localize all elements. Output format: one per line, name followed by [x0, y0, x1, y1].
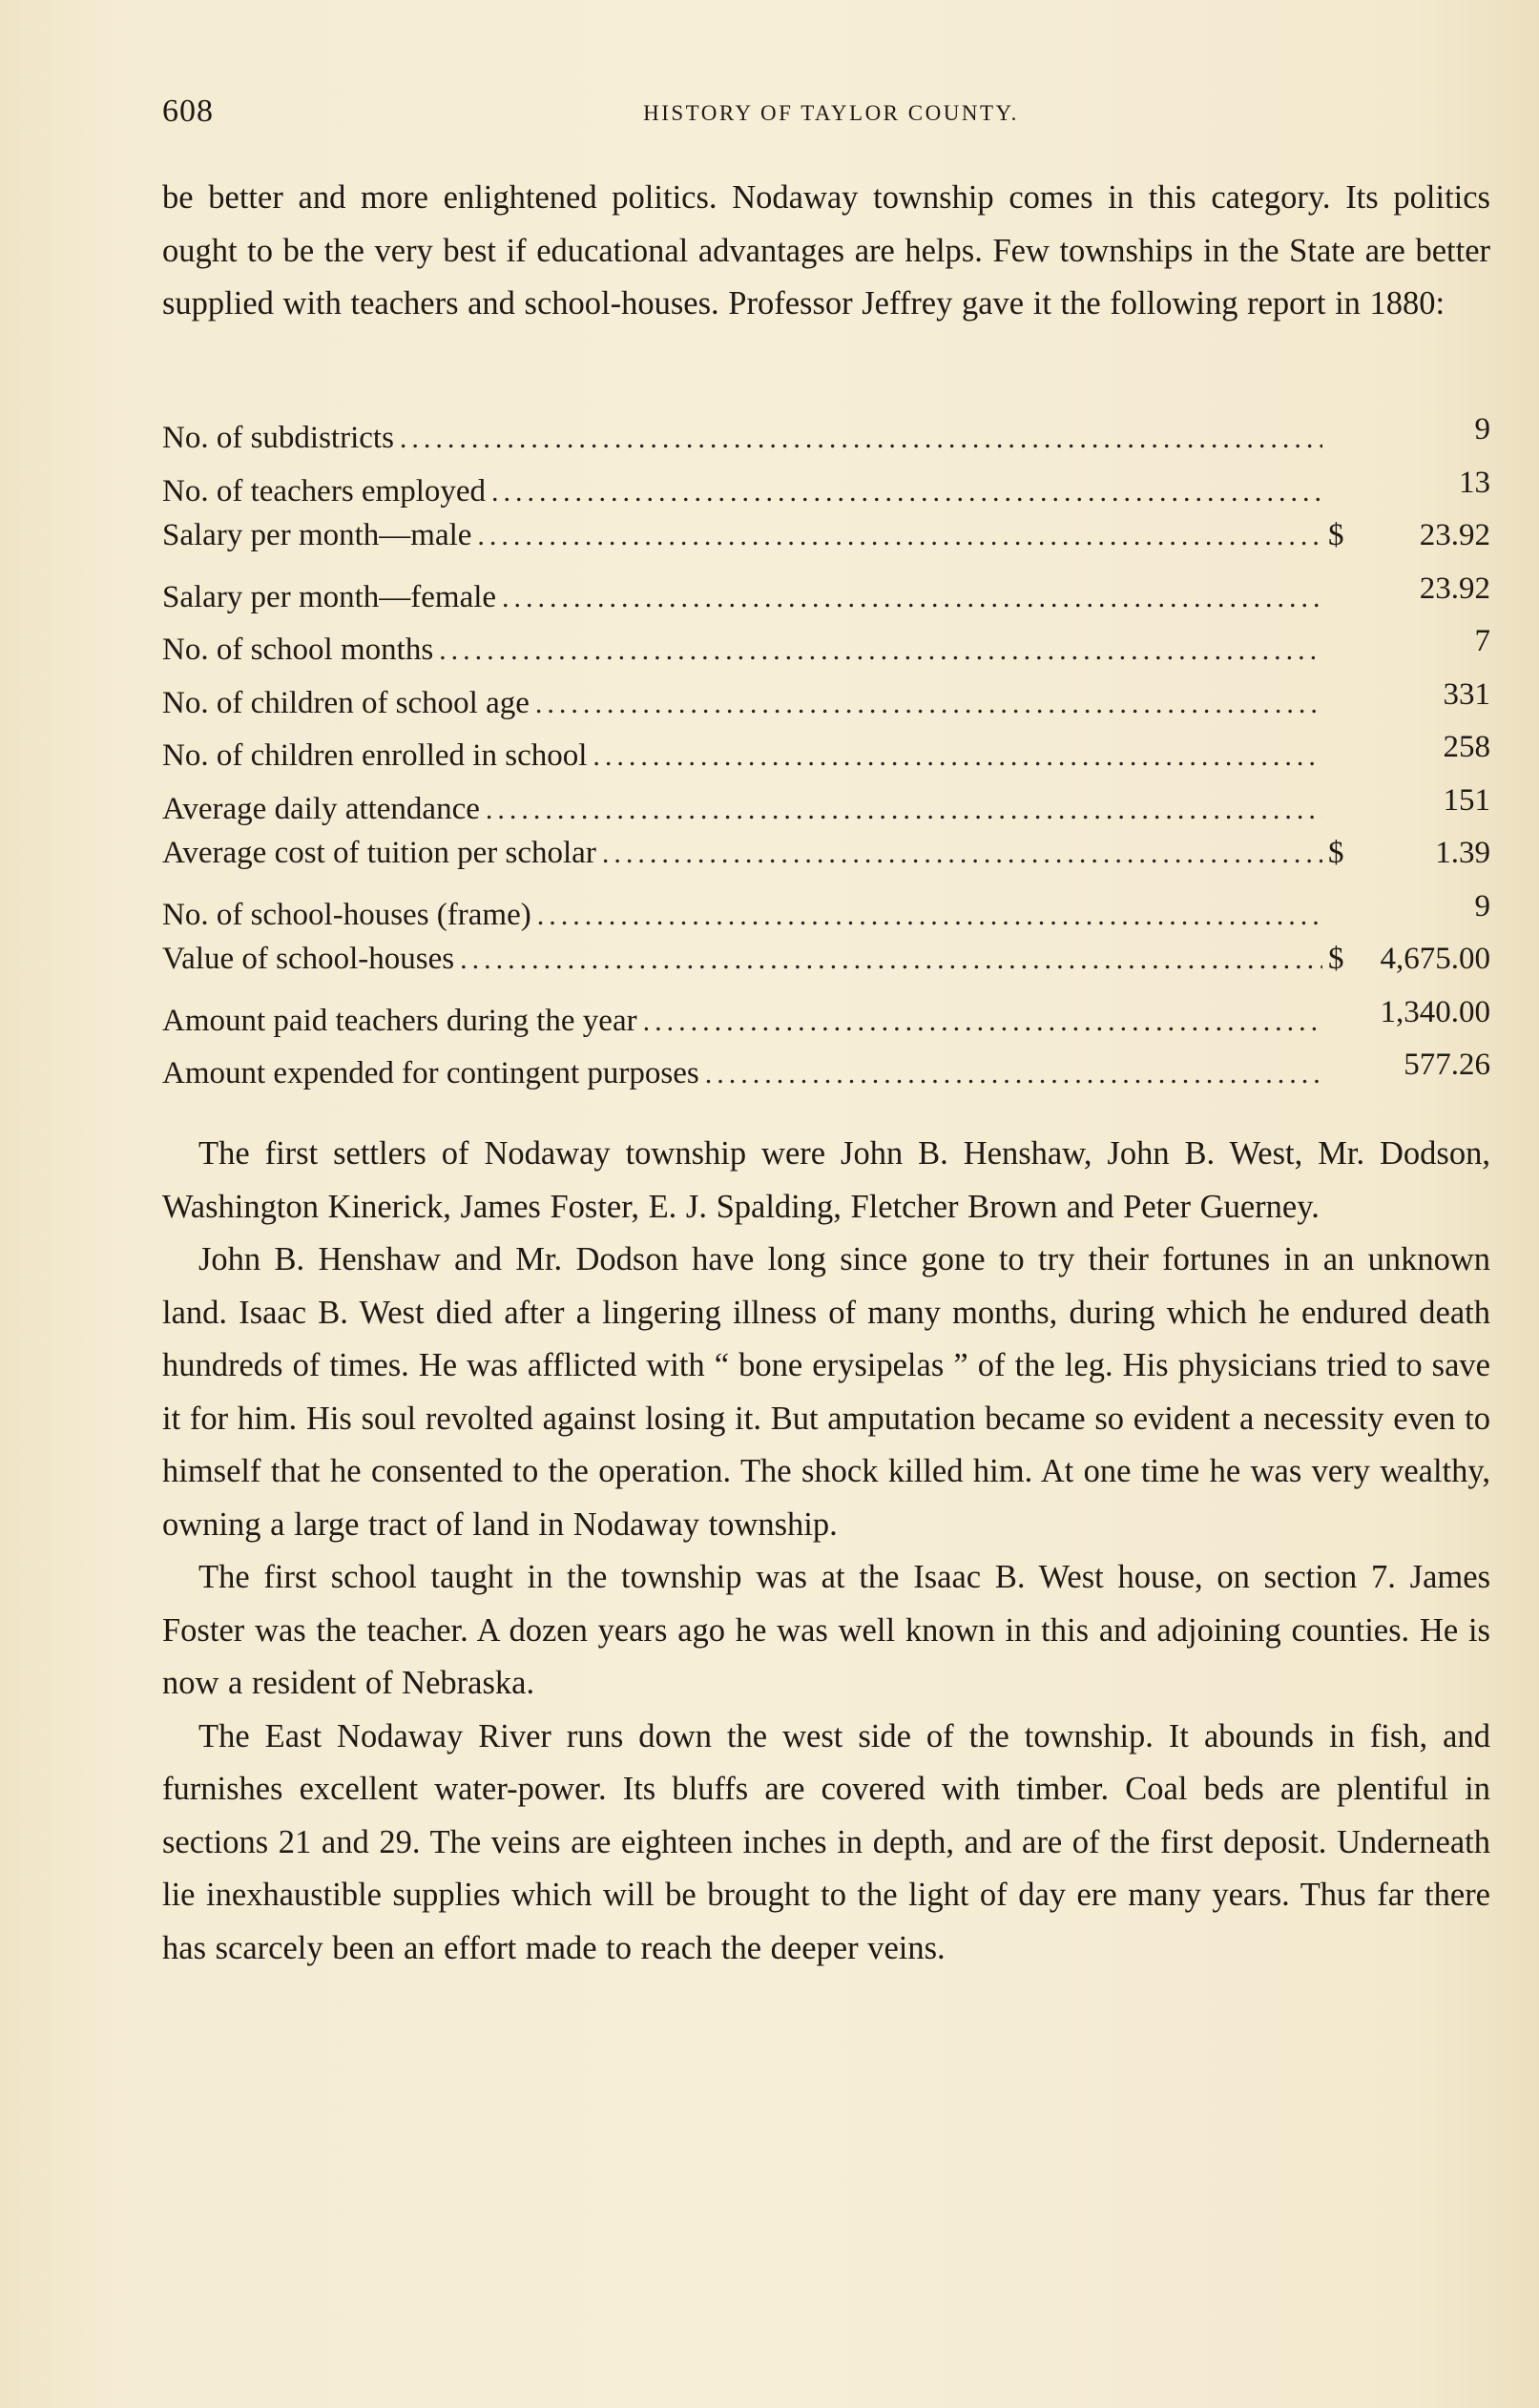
leader-dots — [705, 1058, 1322, 1090]
report-value — [1328, 995, 1490, 1030]
body-paragraph: The first settlers of Nodaway township were John B. Henshaw, John B. West, Mr. Dodson, Washington Kinerick, James Foster, E. J. Spalding, Fletcher Brown and Peter Guerney. — [162, 1135, 1490, 1225]
body-paragraph: The East Nodaway River runs down the west side of the township. It abounds in fish, and furnishes excellent water-power. Its bluffs are covered with timber. Coal beds are plentiful in sections 21 and 29. The veins are eighteen inches in depth, and are of the first deposit. Underneath lie inexhaustible supplies which will be brought to the light of day ere many years. Thus far there has scarcely been an effort made to reach the deeper veins. — [162, 1717, 1490, 1966]
leader-dots — [535, 688, 1322, 720]
report-amount: 1.39 — [1435, 836, 1490, 870]
leader-dots — [486, 794, 1322, 826]
report-row — [162, 1048, 1490, 1101]
report-value — [1328, 571, 1490, 607]
report-row — [162, 466, 1490, 519]
report-label: Amount paid teachers during the year — [162, 1003, 637, 1038]
report-value — [1328, 942, 1490, 977]
report-label: No. of teachers employed — [162, 473, 487, 509]
report-label: Average daily attendance — [162, 791, 480, 826]
report-row — [162, 783, 1490, 837]
leader-dots — [502, 582, 1322, 614]
body-paragraphs — [162, 1128, 1490, 1975]
currency-symbol — [1328, 466, 1347, 501]
leader-dots — [400, 423, 1322, 455]
currency-symbol — [1328, 624, 1347, 659]
currency-symbol — [1328, 1048, 1347, 1083]
currency-symbol: $ — [1328, 836, 1344, 870]
currency-symbol — [1328, 730, 1347, 765]
report-label: No. of school months — [162, 633, 434, 667]
report-value — [1328, 624, 1490, 659]
report-row — [162, 677, 1490, 731]
report-row — [162, 412, 1490, 466]
currency-symbol — [1328, 571, 1347, 607]
leader-dots — [439, 634, 1322, 667]
report-row — [162, 889, 1490, 943]
currency-symbol — [1328, 783, 1347, 819]
report-amount: 331 — [1443, 676, 1490, 712]
currency-symbol — [1328, 995, 1347, 1030]
report-label: Value of school-houses — [162, 942, 455, 976]
report-value — [1328, 466, 1490, 501]
report-value — [1328, 518, 1490, 553]
report-amount: 1,340.00 — [1380, 994, 1490, 1029]
report-amount: 577.26 — [1404, 1048, 1490, 1082]
currency-symbol — [1328, 889, 1347, 924]
report-amount: 9 — [1474, 412, 1490, 446]
report-value — [1328, 677, 1490, 713]
report-label: No. of children enrolled in school — [162, 738, 588, 773]
report-label: Salary per month—male — [162, 518, 472, 552]
report-label: No. of school-houses (frame) — [162, 897, 531, 932]
report-row — [162, 518, 1490, 571]
report-row — [162, 730, 1490, 783]
report-value — [1328, 836, 1490, 871]
report-label: Amount expended for contingent purposes — [162, 1056, 699, 1090]
report-label: No. of children of school age — [162, 685, 530, 720]
page-header — [162, 93, 1500, 141]
report-value — [1328, 783, 1490, 819]
leader-dots — [460, 944, 1322, 976]
report-value — [1328, 412, 1490, 447]
report-amount: 4,675.00 — [1380, 942, 1490, 976]
report-amount: 258 — [1443, 730, 1490, 764]
body-paragraph: John B. Henshaw and Mr. Dodson have long since gone to try their fortunes in an unknown land. Isaac B. West died after a lingering illness of many months, during which he endured death hundreds of times. He was afflicted with “ bone erysipelas ” of the leg. His physicians tried to save it for him. His soul revolted against losing it. But amputation became so evident a necessity even to himself that he consented to the operation. The shock killed him. At one time he was very wealthy, owning a large tract of land in Nodaway township. — [162, 1241, 1490, 1543]
report-amount: 23.92 — [1419, 571, 1490, 606]
currency-symbol: $ — [1328, 942, 1344, 976]
leader-dots — [537, 900, 1322, 932]
report-amount: 23.92 — [1419, 518, 1490, 552]
leader-dots — [602, 838, 1322, 870]
school-report-table — [162, 412, 1490, 1101]
leader-dots — [491, 476, 1322, 509]
report-value — [1328, 889, 1490, 924]
report-row — [162, 624, 1490, 677]
currency-symbol — [1328, 677, 1347, 713]
leader-dots — [643, 1006, 1322, 1038]
body-paragraph: The first school taught in the township was at the Isaac B. West house, on section 7. James Foster was the teacher. A dozen years ago he was well known in this and adjoining counties. He is now a resident of Nebraska. — [162, 1559, 1490, 1701]
report-row — [162, 942, 1490, 995]
report-label: No. of subdistricts — [162, 421, 394, 455]
currency-symbol: $ — [1328, 518, 1344, 552]
leader-dots — [477, 520, 1322, 552]
report-row — [162, 836, 1490, 889]
report-row — [162, 995, 1490, 1048]
page-number: 608 — [162, 93, 214, 129]
report-label: Average cost of tuition per scholar — [162, 836, 596, 870]
report-value — [1328, 730, 1490, 765]
report-amount: 13 — [1459, 465, 1490, 500]
leader-dots — [593, 740, 1322, 773]
report-value — [1328, 1048, 1490, 1083]
report-amount: 7 — [1474, 624, 1490, 658]
report-amount: 9 — [1474, 888, 1490, 924]
report-label: Salary per month—female — [162, 579, 497, 614]
currency-symbol — [1328, 412, 1347, 447]
running-head: HISTORY OF TAYLOR COUNTY. — [643, 101, 1019, 125]
report-amount: 151 — [1443, 782, 1490, 818]
intro-paragraph: be better and more enlightened politics. Nodaway township comes in this category. Its politics ought to be the very best if educational advantages are helps. Few townships in the State are better supplied with teachers and school-houses. Professor Jeffrey gave it the following report in 1880: — [162, 179, 1490, 322]
report-row — [162, 571, 1490, 625]
